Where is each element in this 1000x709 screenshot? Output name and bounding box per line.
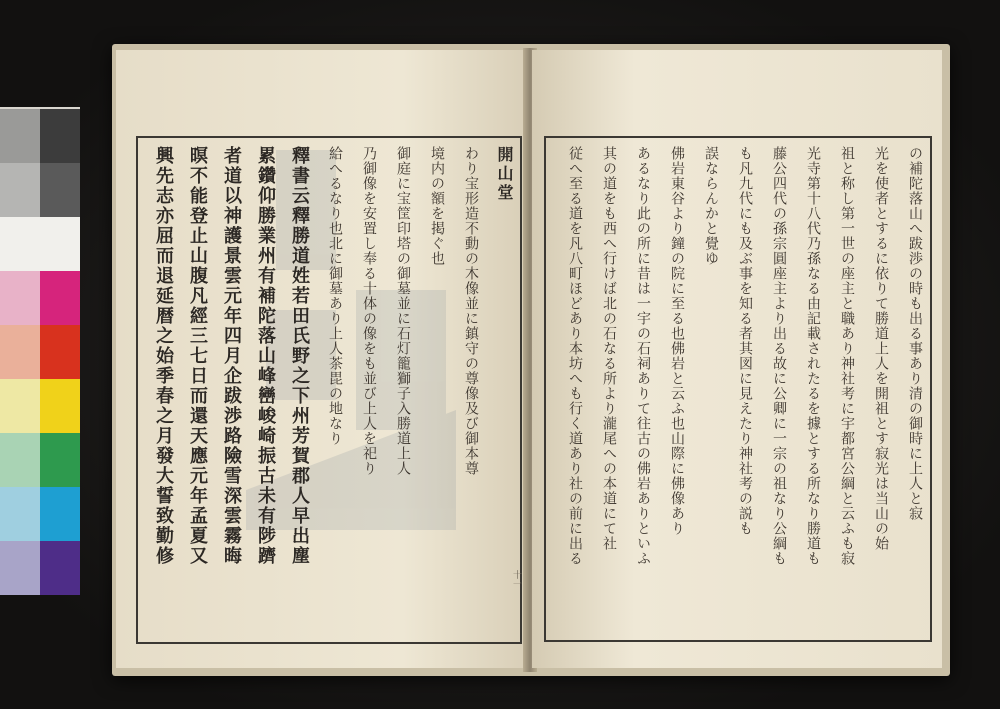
color-swatch — [40, 379, 80, 433]
text-column: 御庭に宝筐印塔の御墓並に石灯籠獅子入勝道上人 — [395, 146, 411, 476]
left-text-frame — [136, 136, 522, 644]
text-column: 乃御像を安置し奉る十体の像をも並び上人を祀り — [361, 146, 377, 476]
left-page — [116, 50, 526, 668]
right-page — [532, 50, 942, 668]
color-swatch — [0, 109, 40, 163]
text-column: わり宝形造不動の木像並に鎮守の尊像及び御本尊 — [463, 146, 479, 476]
open-book — [112, 44, 950, 676]
text-column: 藤公四代の孫宗圓座主より出る故に公卿に一宗の祖なり公綱も — [771, 146, 787, 566]
color-swatch — [40, 109, 80, 163]
color-swatch — [0, 487, 40, 541]
fold-mark: 十一 — [511, 570, 521, 588]
text-column: あるなり此の所に昔は一宇の石祠ありて往古の佛岩ありといふ — [635, 146, 651, 566]
color-swatch — [40, 217, 80, 271]
text-column: 従へ至る道を凡八町ほどあり本坊へも行く道あり社の前に出る — [567, 146, 583, 566]
color-swatch — [0, 541, 40, 595]
text-column: 誤ならんかと覺ゆ — [703, 146, 719, 266]
text-column: も凡九代にも及ぶ事を知る者其図に見えたり神社考の説も — [737, 146, 753, 536]
color-swatch — [40, 163, 80, 217]
color-calibration-chart — [0, 107, 80, 595]
text-column: 其の道をも西へ行けば北の石なる所より瀧尾への本道にて社 — [601, 146, 617, 551]
text-column: 暝不能登止山腹凡經三七日而還天應元年孟夏又 — [187, 146, 208, 566]
text-column: 者道以神護景雲元年四月企跋渉路險雪深雲霧晦 — [221, 146, 242, 566]
color-swatch — [40, 325, 80, 379]
text-column: 開山堂 — [495, 146, 514, 203]
text-column: 佛岩東谷より鐘の院に至る也佛岩と云ふ也山際に佛像あり — [669, 146, 685, 536]
color-swatch — [40, 541, 80, 595]
right-text-frame — [544, 136, 932, 642]
text-column: 釋書云釋勝道姓若田氏野之下州芳賀郡人早出塵 — [289, 146, 310, 566]
text-column: 興先志亦屈而退延暦之始季春之月發大誓致勤修 — [153, 146, 174, 566]
text-column: 光を使者とするに依りて勝道上人を開祖とす寂光は当山の始 — [873, 146, 889, 551]
text-column: 給へるなり也北に御墓あり上人茶毘の地なり — [327, 146, 343, 446]
color-swatch — [0, 271, 40, 325]
color-swatch — [0, 325, 40, 379]
text-column: 光寺第十八代乃孫なる由記載されたるを據とする所なり勝道も — [805, 146, 821, 566]
color-swatch — [40, 271, 80, 325]
text-column: 祖と称し第一世の座主と職あり神社考に宇都宮公綱と云ふも寂 — [839, 146, 855, 566]
text-column: 境内の額を掲ぐ也 — [429, 146, 445, 266]
color-swatch — [0, 379, 40, 433]
color-swatch — [0, 163, 40, 217]
color-swatch — [0, 217, 40, 271]
color-swatch — [40, 487, 80, 541]
text-column: の補陀落山へ跋渉の時も出る事あり清の御時に上人と寂 — [907, 146, 923, 521]
color-swatch — [0, 433, 40, 487]
text-column: 累鑽仰勝業州有補陀落山峰巒峻崎振古未有陟躋 — [255, 146, 276, 566]
color-swatch — [40, 433, 80, 487]
